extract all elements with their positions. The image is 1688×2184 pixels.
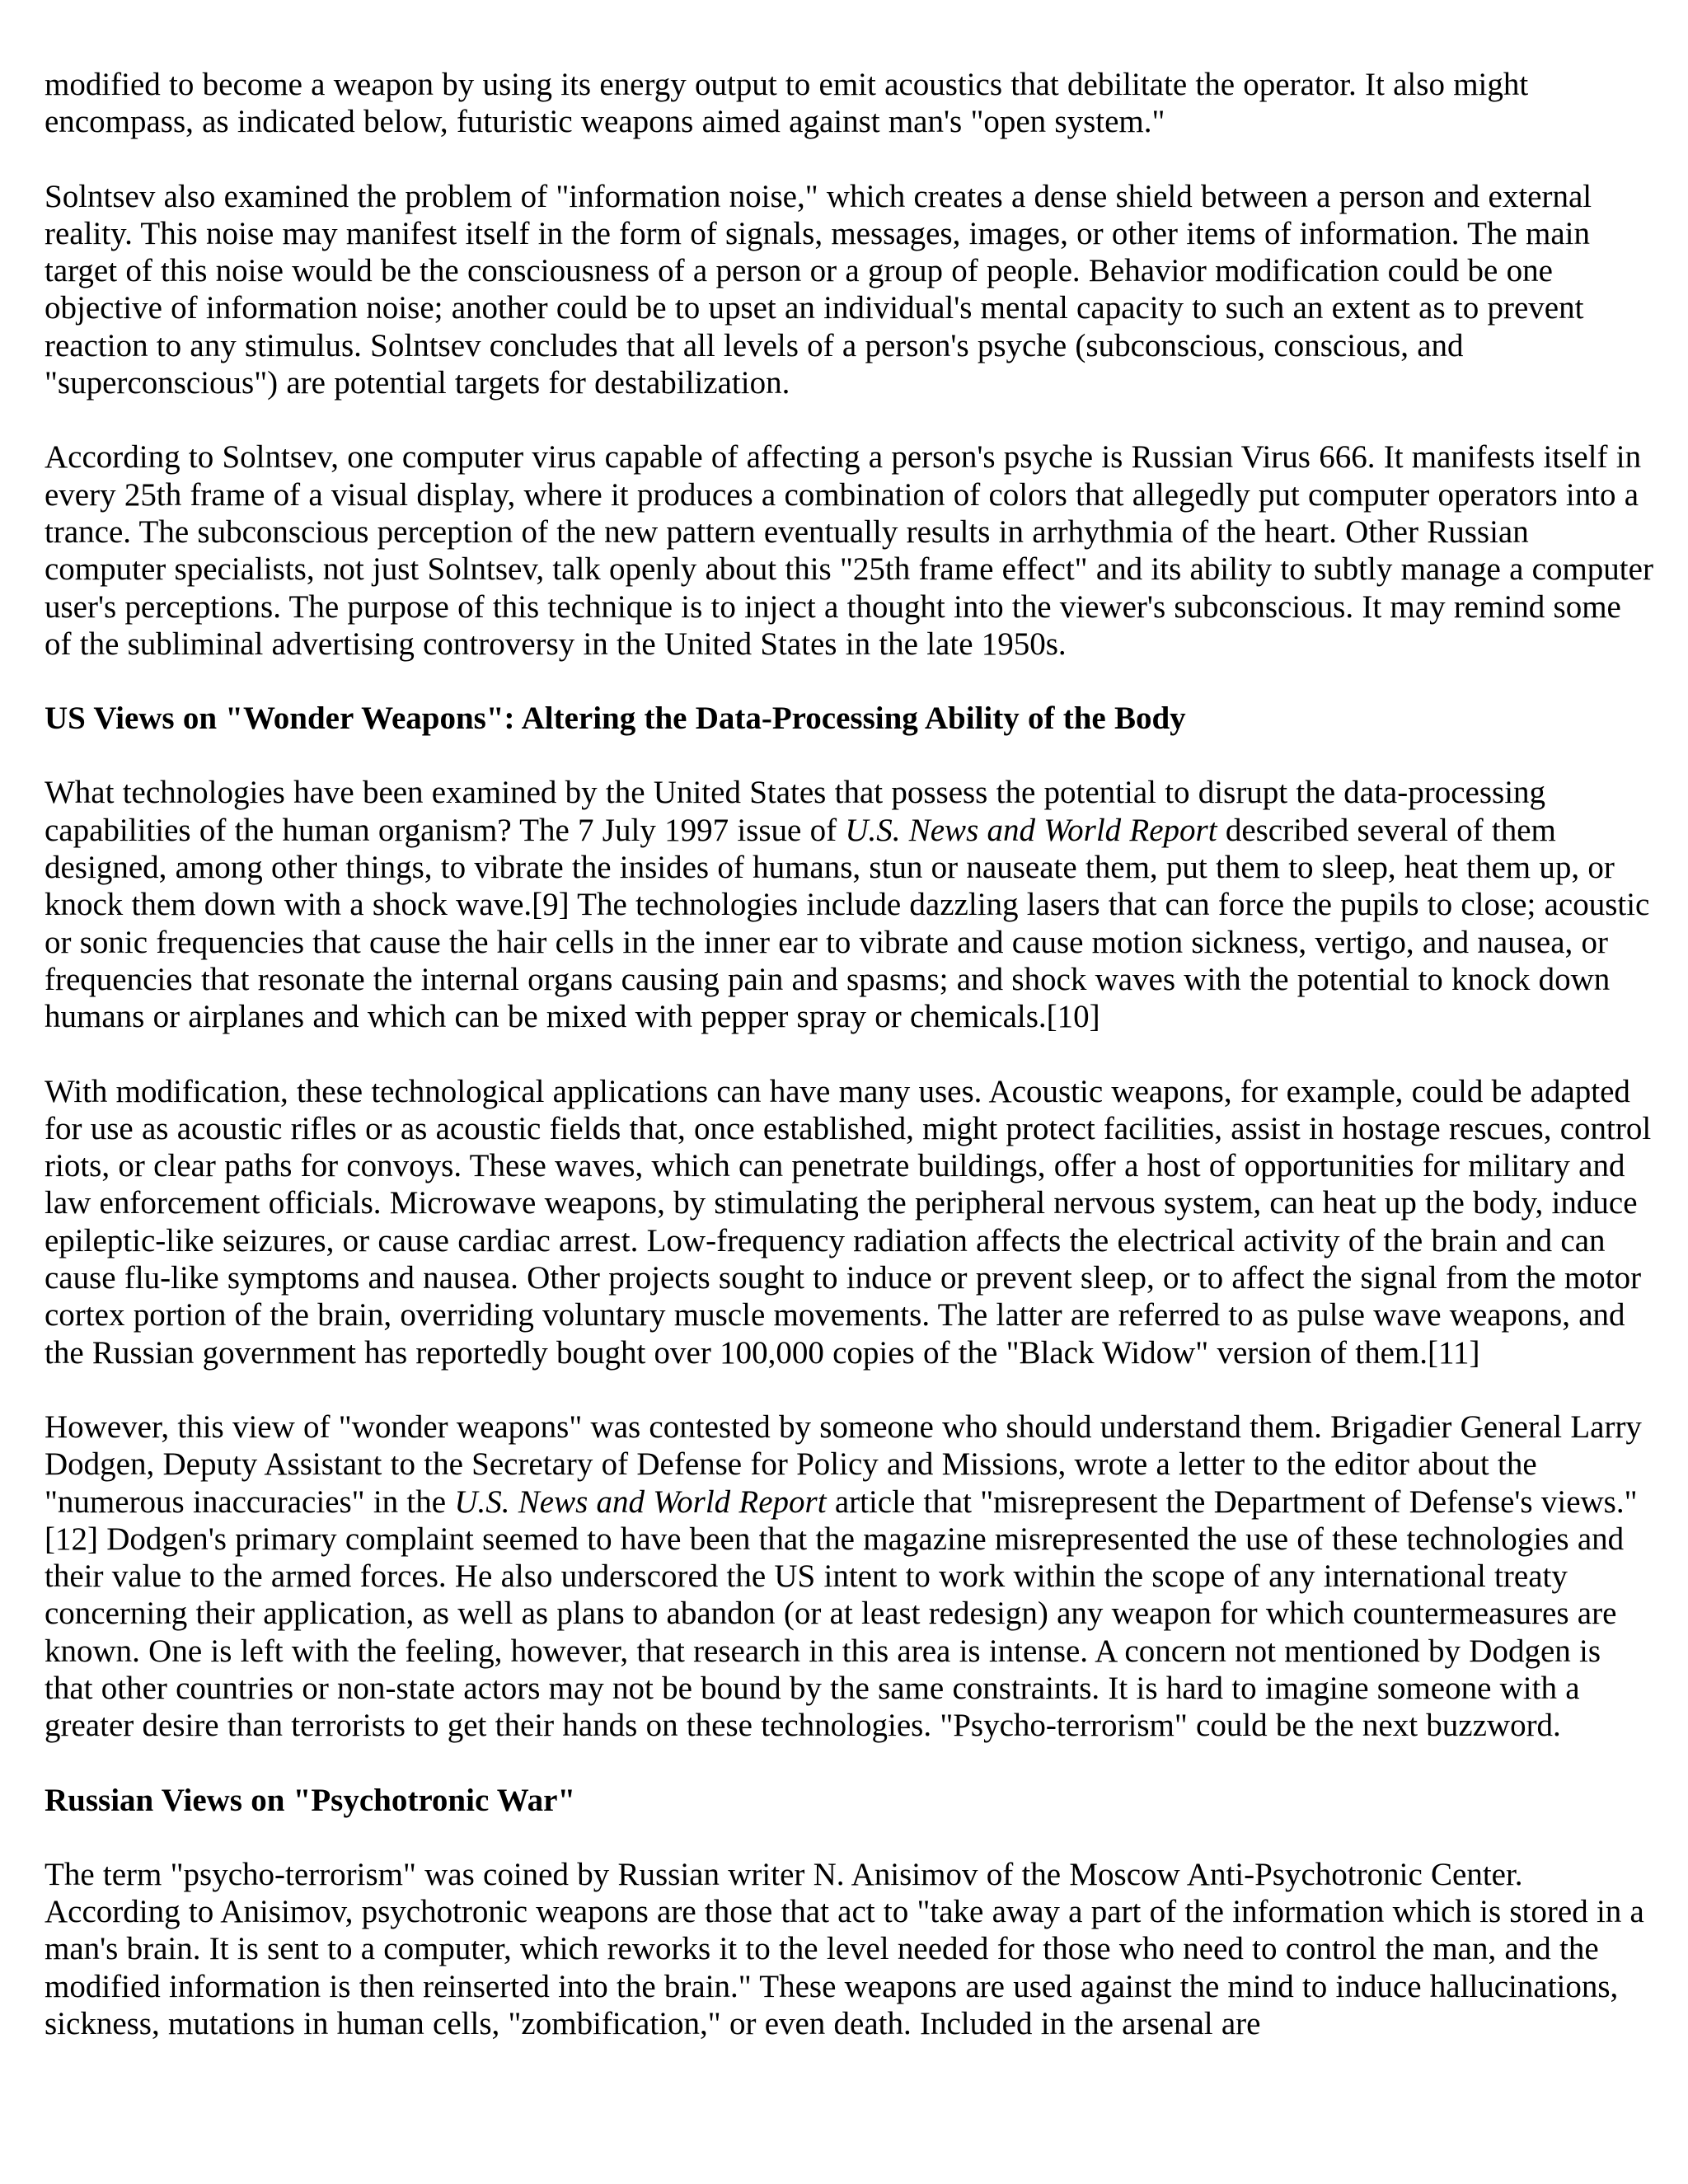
- document-page: [45, 66, 1656, 2079]
- section-heading-us-views: US Views on "Wonder Weapons": Altering the Data-Processing Ability of the Body: [45, 701, 1186, 737]
- paragraph-3: According to Solntsev, one computer virus capable of affecting a person's psyche is Russian Virus 666. It manifests itself in every 25th frame of a visual display, where it produces a combination of colors that allegedly put computer operators into a trance. The subconscious perception of the new pattern eventually results in arrhythmia of the heart. Other Russian computer specialists, not just Solntsev, talk openly about this "25th frame effect" and its ability to subtly manage a computer user's perceptions. The purpose of this technique is to inject a thought into the viewer's subconscious. It may remind some of the subliminal advertising controversy in the United States in the late 1950s.: [45, 439, 1653, 662]
- publication-title: U.S. News and World Report: [845, 812, 1217, 848]
- paragraph-4: [45, 774, 1656, 1035]
- paragraph-1: modified to become a weapon by using its energy output to emit acoustics that debilitate the operator. It also might encompass, as indicated below, futuristic weapons aimed against man's "open system.": [45, 67, 1529, 140]
- paragraph-4-text-b: described several of them designed, among other things, to vibrate the insides of humans, stun or nauseate them, put them to sleep, heat them up, or knock them down with a shock wave.[9] The technologies include dazzling lasers that can force the pupils to close; acoustic or sonic frequencies that cause the hair cells in the inner ear to vibrate and cause motion sickness, vertigo, and nausea, or frequencies that resonate the internal organs causing pain and spasms; and shock waves with the potential to knock down humans or airplanes and which can be mixed with pepper spray or chemicals.[10]: [45, 812, 1650, 1035]
- paragraph-6-text-b: article that "misrepresent the Department of Defense's views."[12] Dodgen's primary complaint seemed to have been that the magazine misrepresented the use of these technologies and their value to the armed forces. He also underscored the US intent to work within the scope of any international treaty concerning their application, as well as plans to abandon (or at least redesign) any weapon for which countermeasures are known. One is left with the feeling, however, that research in this area is intense. A concern not mentioned by Dodgen is that other countries or non-state actors may not be bound by the same constraints. It is hard to imagine someone with a greater desire than terrorists to get their hands on these technologies. "Psycho-terrorism" could be the next buzzword.: [45, 1483, 1638, 1744]
- section-heading-russian-views: Russian Views on "Psychotronic War": [45, 1782, 576, 1818]
- paragraph-2: Solntsev also examined the problem of "information noise," which creates a dense shield between a person and external reality. This noise may manifest itself in the form of signals, messages, images, or other items of information. The main target of this noise would be the consciousness of a person or a group of people. Behavior modification could be one objective of information noise; another could be to upset an individual's mental capacity to such an extent as to prevent reaction to any stimulus. Solntsev concludes that all levels of a person's psyche (subconscious, conscious, and "superconscious") are potential targets for destabilization.: [45, 178, 1592, 401]
- paragraph-7: The term "psycho-terrorism" was coined by Russian writer N. Anisimov of the Moscow Anti-Psychotronic Center. According to Anisimov, psychotronic weapons are those that act to "take away a part of the information which is stored in a man's brain. It is sent to a computer, which reworks it to the level needed for those who need to control the man, and the modified information is then reinserted into the brain." These weapons are used against the mind to induce hallucinations, sickness, mutations in human cells, "zombification," or even death. Included in the arsenal are: [45, 1856, 1644, 2042]
- paragraph-6-text-a: However, this view of "wonder weapons" was contested by someone who should understand them. Brigadier General Larry Dodgen, Deputy Assistant to the Secretary of Defense for Policy and Missions, wrote a letter to the editor about the "numerous inaccuracies" in the: [45, 1408, 1642, 1520]
- publication-title: U.S. News and World Report: [454, 1483, 827, 1520]
- paragraph-6: [45, 1408, 1656, 1745]
- paragraph-5: With modification, these technological applications can have many uses. Acoustic weapons, for example, could be adapted for use as acoustic rifles or as acoustic fields that, once established, might protect facilities, assist in hostage rescues, control riots, or clear paths for convoys. These waves, which can penetrate buildings, offer a host of opportunities for military and law enforcement officials. Microwave weapons, by stimulating the peripheral nervous system, can heat up the body, induce epileptic-like seizures, or cause cardiac arrest. Low-frequency radiation affects the electrical activity of the brain and can cause flu-like symptoms and nausea. Other projects sought to induce or prevent sleep, or to affect the signal from the motor cortex portion of the brain, overriding voluntary muscle movements. The latter are referred to as pulse wave weapons, and the Russian government has reportedly bought over 100,000 copies of the "Black Widow" version of them.[11]: [45, 1073, 1652, 1371]
- paragraph-4-text-a: What technologies have been examined by the United States that possess the potential to disrupt the data-processing capabilities of the human organism? The 7 July 1997 issue of: [45, 775, 1546, 848]
